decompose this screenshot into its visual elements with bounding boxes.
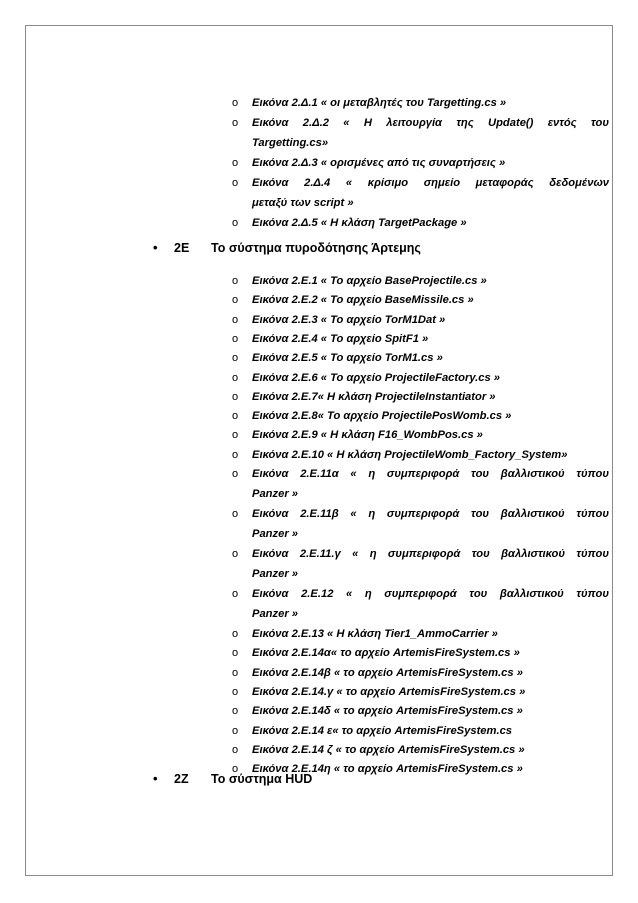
list-item-text: Εικόνα 2.Ε.14.γ « το αρχείο ArtemisFireSystem.cs » <box>252 685 526 698</box>
sub-bullet: o <box>232 429 239 442</box>
sub-bullet: o <box>232 724 239 737</box>
section-number: 2Ε <box>174 241 190 255</box>
list-item-text: Εικόνα 2.Ε.14 ε« το αρχείο ArtemisFireSystem.cs <box>252 724 513 737</box>
sub-bullet: o <box>232 448 239 461</box>
list-item-continuation: Panzer » <box>252 488 299 500</box>
sub-bullet: o <box>232 371 239 384</box>
list-item-text: Εικόνα 2.Ε.3 « Το αρχείο TorM1Dat » <box>252 313 446 326</box>
list-item-text: Εικόνα 2.Ε.8« Το αρχείο ProjectilePosWomb.cs » <box>252 410 512 423</box>
list-item-text: Εικόνα 2.Ε.6 « Το αρχείο ProjectileFactory.cs » <box>252 371 501 384</box>
sub-bullet: o <box>232 410 239 423</box>
list-item-text: Εικόνα 2.Δ.1 « οι μεταβλητές του Targetting.cs » <box>252 97 507 109</box>
section-bullet: • <box>153 771 158 786</box>
list-item-text: Εικόνα 2.Ε.14 ζ « το αρχείο ArtemisFireSystem.cs » <box>252 743 525 756</box>
sub-bullet: o <box>232 588 239 600</box>
list-item-text: Εικόνα 2.Ε.2 « Το αρχείο BaseMissile.cs » <box>252 294 474 307</box>
list-item-text: Εικόνα 2.Δ.4 « κρίσιμο σημείο μεταφοράς δεδομένων <box>252 177 609 189</box>
list-item-continuation: Panzer » <box>252 528 299 540</box>
sub-bullet: o <box>232 508 239 520</box>
sub-bullet: o <box>232 548 239 560</box>
sub-bullet: o <box>232 97 239 109</box>
list-item-text: Εικόνα 2.Ε.11β « η συμπεριφορά του βαλλιστικού τύπου <box>252 508 609 520</box>
list-item-text: Εικόνα 2.Ε.12 « η συμπεριφορά του βαλλιστικού τύπου <box>252 588 609 600</box>
list-item-text: Εικόνα 2.Ε.11.γ « η συμπεριφορά του βαλλιστικού τύπου <box>252 548 609 560</box>
list-item-text: Εικόνα 2.Δ.2 « Η λειτουργία της Update() εντός του <box>252 117 609 129</box>
list-item-text: Εικόνα 2.Ε.14α« το αρχείο ArtemisFireSystem.cs » <box>252 647 520 660</box>
list-item-text: Εικόνα 2.Ε.13 « Η κλάση Tier1_AmmoCarrier » <box>252 628 498 640</box>
list-item-text: Εικόνα 2.Ε.5 « Το αρχείο TorM1.cs » <box>252 352 443 365</box>
list-item-text: Εικόνα 2.Ε.14δ « το αρχείο ArtemisFireSystem.cs » <box>252 705 523 718</box>
sub-bullet: o <box>232 390 239 403</box>
list-item-continuation: Panzer » <box>252 568 299 580</box>
list-item-text: Εικόνα 2.Ε.14η « το αρχείο ArtemisFireSystem.cs » <box>252 763 523 776</box>
sub-bullet: o <box>232 763 239 776</box>
sub-bullet: o <box>232 294 239 307</box>
sub-bullet: o <box>232 685 239 698</box>
sub-bullet: o <box>232 628 239 640</box>
sub-bullet: o <box>232 705 239 718</box>
section-title: Το σύστημα HUD <box>211 772 313 786</box>
sub-bullet: o <box>232 313 239 326</box>
section-title: Το σύστημα πυροδότησης Άρτεμης <box>211 241 421 255</box>
list-item-text: Εικόνα 2.Ε.1 « Το αρχείο BaseProjectile.cs » <box>252 275 487 287</box>
list-item-text: Εικόνα 2.Δ.3 « ορισμένες από τις συναρτήσεις » <box>252 157 506 169</box>
sub-bullet: o <box>232 352 239 365</box>
sub-bullet: o <box>232 468 239 480</box>
sub-bullet: o <box>232 157 239 169</box>
list-item-continuation: μεταξύ των script » <box>252 197 354 209</box>
list-item-continuation: Panzer » <box>252 608 299 620</box>
list-item-text: Εικόνα 2.Ε.4 « Το αρχείο SpitF1 » <box>252 332 429 345</box>
list-item-continuation: Targetting.cs» <box>252 137 329 149</box>
section-bullet: • <box>153 240 158 255</box>
list-item-text: Εικόνα 2.Ε.14β « το αρχείο ArtemisFireSystem.cs » <box>252 666 523 679</box>
list-item-text: Εικόνα 2.Ε.11α « η συμπεριφορά του βαλλιστικού τύπου <box>252 468 609 480</box>
sub-bullet: o <box>232 275 239 287</box>
sub-bullet: o <box>232 217 239 229</box>
list-item-text: Εικόνα 2.Ε.7« Η κλάση ProjectileInstantiator » <box>252 390 496 403</box>
list-item-text: Εικόνα 2.Ε.10 « Η κλάση ProjectileWomb_Factory_System» <box>252 448 568 461</box>
list-item-text: Εικόνα 2.Ε.9 « Η κλάση F16_WombPos.cs » <box>252 429 483 442</box>
sub-bullet: o <box>232 647 239 660</box>
section-number: 2Ζ <box>174 772 189 786</box>
sub-bullet: o <box>232 117 239 129</box>
list-item-text: Εικόνα 2.Δ.5 « Η κλάση TargetPackage » <box>252 217 467 229</box>
sub-bullet: o <box>232 743 239 756</box>
sub-bullet: o <box>232 177 239 189</box>
sub-bullet: o <box>232 332 239 345</box>
sub-bullet: o <box>232 666 239 679</box>
